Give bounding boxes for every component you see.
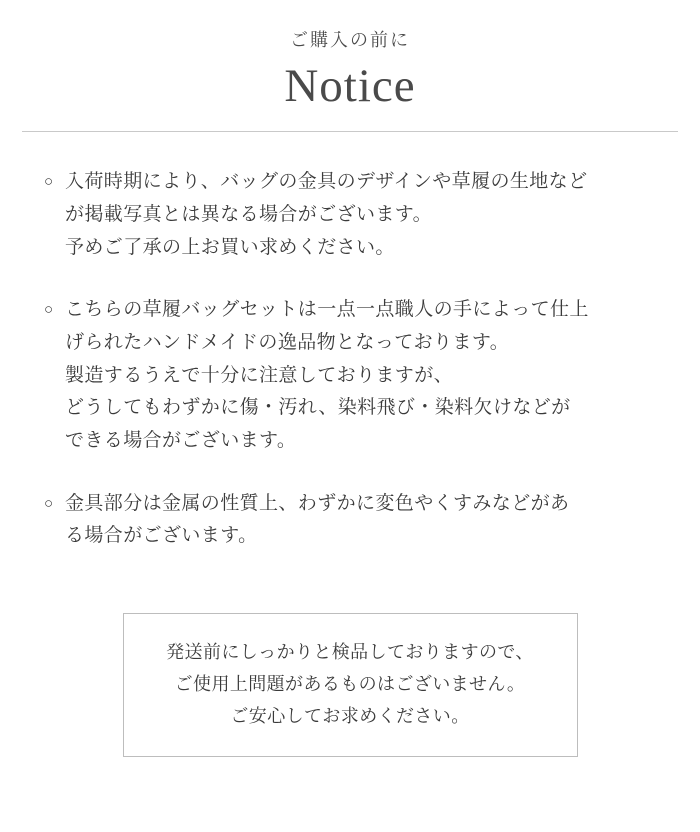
header-subtitle: ご購入の前に bbox=[290, 30, 410, 50]
notice-block-row bbox=[44, 166, 656, 264]
bullet-circle-icon: ○ bbox=[44, 301, 54, 319]
assurance-line: 発送前にしっかりと検品しておりますので、 bbox=[166, 641, 534, 662]
page-title: Notice bbox=[284, 60, 416, 113]
notice-block-row bbox=[44, 488, 656, 553]
assurance-box bbox=[123, 613, 578, 757]
notice-block bbox=[44, 488, 656, 553]
notice-line: げられたハンドメイドの逸品物となっております。 bbox=[65, 331, 510, 353]
notice-line: が掲載写真とは異なる場合がございます。 bbox=[65, 203, 433, 225]
notice-block-text bbox=[65, 488, 656, 553]
notice-block-text bbox=[65, 166, 656, 264]
assurance-line: ご安心してお求めください。 bbox=[230, 706, 470, 727]
notice-block-row bbox=[44, 294, 656, 457]
assurance-box-wrapper bbox=[44, 613, 656, 757]
notice-block bbox=[44, 166, 656, 264]
notice-line: 金具部分は金属の性質上、わずかに変色やくすみなどがあ bbox=[65, 492, 570, 514]
notice-block bbox=[44, 294, 656, 457]
bullet-circle-icon: ○ bbox=[44, 494, 54, 512]
notice-block-text bbox=[65, 294, 656, 457]
notice-line: 入荷時期により、バッグの金具のデザインや草履の生地など bbox=[65, 171, 588, 193]
assurance-line: ご使用上問題があるものはございません。 bbox=[174, 673, 526, 694]
bullet-circle-icon: ○ bbox=[44, 173, 54, 191]
notice-line: できる場合がございます。 bbox=[65, 429, 297, 451]
notice-line: どうしてもわずかに傷・汚れ、染料飛び・染料欠けなどが bbox=[65, 397, 571, 419]
page-header bbox=[0, 0, 700, 113]
notice-line: 製造するうえで十分に注意しておりますが、 bbox=[65, 364, 454, 386]
notice-line: こちらの草履バッグセットは一点一点職人の手によって仕上 bbox=[65, 299, 589, 321]
notice-line: 予めご了承の上お買い求めください。 bbox=[65, 236, 395, 258]
notice-line: る場合がございます。 bbox=[65, 525, 258, 547]
notice-body bbox=[0, 132, 700, 757]
